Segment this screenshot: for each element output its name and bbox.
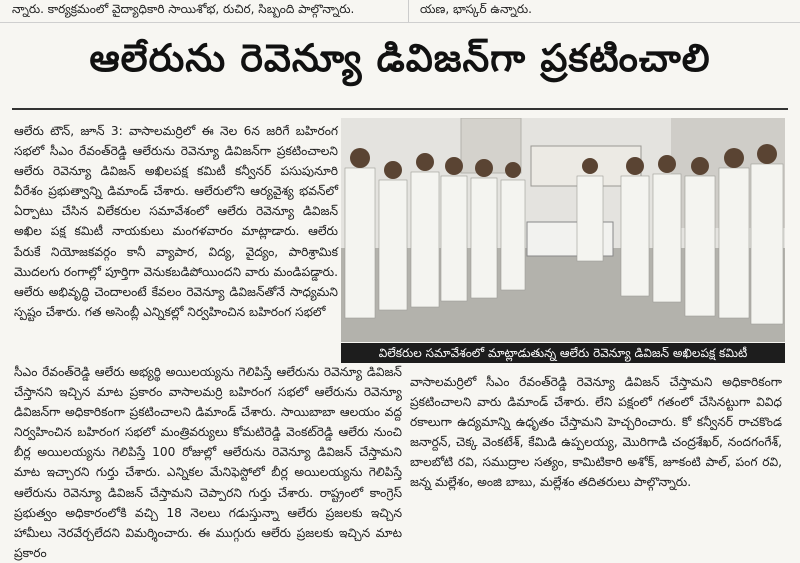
- article-column-left: [14, 121, 338, 322]
- column-divider: [408, 0, 409, 22]
- article-headline: ఆలేరును రెవెన్యూ డివిజన్‌గా ప్రకటించాలి: [89, 36, 711, 80]
- previous-article-tail-right: యణ, భాస్కర్ ఉన్నారు.: [420, 2, 532, 16]
- article-paragraph-3: వాసాలమర్రిలో సీఎం రేవంత్‌రెడ్డి రెవెన్యూ డివిజన్ చేస్తామని అధికారికంగా ప్రకటించాలని వారు డిమాండ్ చేశారు. లేని పక్షంలో గతంలో చేసినట్టుగా వివిధ రకాలుగా ఉద్యమాన్ని ఉధృతం చేస్తామని హెచ్చరించారు. కో కన్వీనర్ రాచకొండ జనార్దన్, చెక్క వెంకటేశ్, కేమిడి ఉప్పలయ్య, మొరిగాడి చంద్రశేఖర్, నందగంగేశ్, బాలబోటి రవి, సముద్రాల సత్యం, కామిటికారి అశోక్, జూకంటి పాల్, పంగ రవి, జన్న మల్లేశం, అంజి బాబు, మల్లేశం తదితరులు పాల్గొన్నారు.: [410, 375, 782, 490]
- photo-caption: విలేకరుల సమావేశంలో మాట్లాడుతున్న ఆలేరు రెవెన్యూ డివిజన్ అఖిలపక్ష కమిటీ: [341, 343, 785, 363]
- previous-article-strip: [0, 0, 800, 23]
- previous-article-tail-left: న్నారు. కార్యక్రమంలో వైద్యాధికారి సాయిశోభ, రుచిర, సిబ్బంది పాల్గొన్నారు.: [12, 2, 355, 16]
- article-paragraph-2: సీఎం రేవంత్‌రెడ్డి ఆలేరు అభ్యర్థి అయిలయ్యను గెలిపిస్తే ఆలేరును రెవెన్యూ డివిజన్ చేస్తానని ఇచ్చిన మాట ప్రకారం వాసాలమర్రి బహిరంగ సభలో ఆలేరును రెవెన్యూ డివిజన్‌గా అధికారికంగా ప్రకటించాలని డిమాండ్ చేశారు. సాయిబాబా ఆలయం వద్ద నిర్వహించిన బహిరంగ సభలో మంత్రివర్యులు కోమటిరెడ్డి వెంకట్‌రెడ్డి ఆలేరు నుంచి బీర్ల అయిలయ్యను గెలిపిస్తే 100 రోజుల్లో ఆలేరును రెవెన్యూ డివిజన్ చేస్తామని మాట ఇచ్చారని గుర్తు చేశారు. ఎన్నికల మేనిఫెస్టోలో బీర్ల అయిలయ్యను గెలిపిస్తే ఆలేరును రెవెన్యూ డివిజన్ చేస్తామని చెప్పారని గుర్తు చేశారు. రాష్ట్రంలో కాంగ్రెస్ ప్రభుత్వం అధికారంలోకి వచ్చి 18 నెలలు గడుస్తున్నా ఆలేరు ప్రజలకు ఇచ్చిన హామీలు నెరవేర్చలేదని విమర్శించారు. ఈ ముగ్గురు ఆలేరు ప్రజలకు ఇచ్చిన మాట ప్రకారం: [14, 365, 402, 560]
- article-column-bottom: [14, 362, 402, 563]
- press-meet-photo-illustration: [341, 118, 785, 342]
- article-column-right: [410, 372, 782, 493]
- article-paragraph-1: ఆలేరు టౌన్, జూన్ 3: వాసాలమర్రిలో ఈ నెల 6న జరిగే బహిరంగ సభలో సీఎం రేవంత్‌రెడ్డి ఆలేరును రెవెన్యూ డివిజన్‌గా ప్రకటించాలని ఆలేరు రెవెన్యూ డివిజన్ అఖిలపక్ష కమిటీ కన్వీనర్ పసుపునూరి వీరేశం ప్రభుత్వాన్ని డిమాండ్ చేశారు. ఆలేరులోని ఆర్యవైశ్య భవన్‌లో ఏర్పాటు చేసిన విలేకరుల సమావేశంలో ఆలేరు రెవెన్యూ డివిజన్ అఖిల పక్ష కమిటీ నాయకులు మంగళవారం మాట్లాడారు. ఆలేరు పేరుకే నియోజకవర్గం కానీ వ్యాపార, విద్య, వైద్యం, పారిశ్రామిక మొదలగు రంగాల్లో పూర్తిగా వెనుకబడిపోయిందని వారు మండిపడ్డారు. ఆలేరు అభివృద్ధి చెందాలంటే కేవలం రెవెన్యూ డివిజన్‌తోనే సాధ్యమని స్పష్టం చేశారు. గత అసెంబ్లీ ఎన్నికల్లో నిర్వహించిన బహిరంగ సభలో: [14, 124, 338, 319]
- headline-rule: [12, 108, 788, 110]
- news-photo: [341, 118, 785, 342]
